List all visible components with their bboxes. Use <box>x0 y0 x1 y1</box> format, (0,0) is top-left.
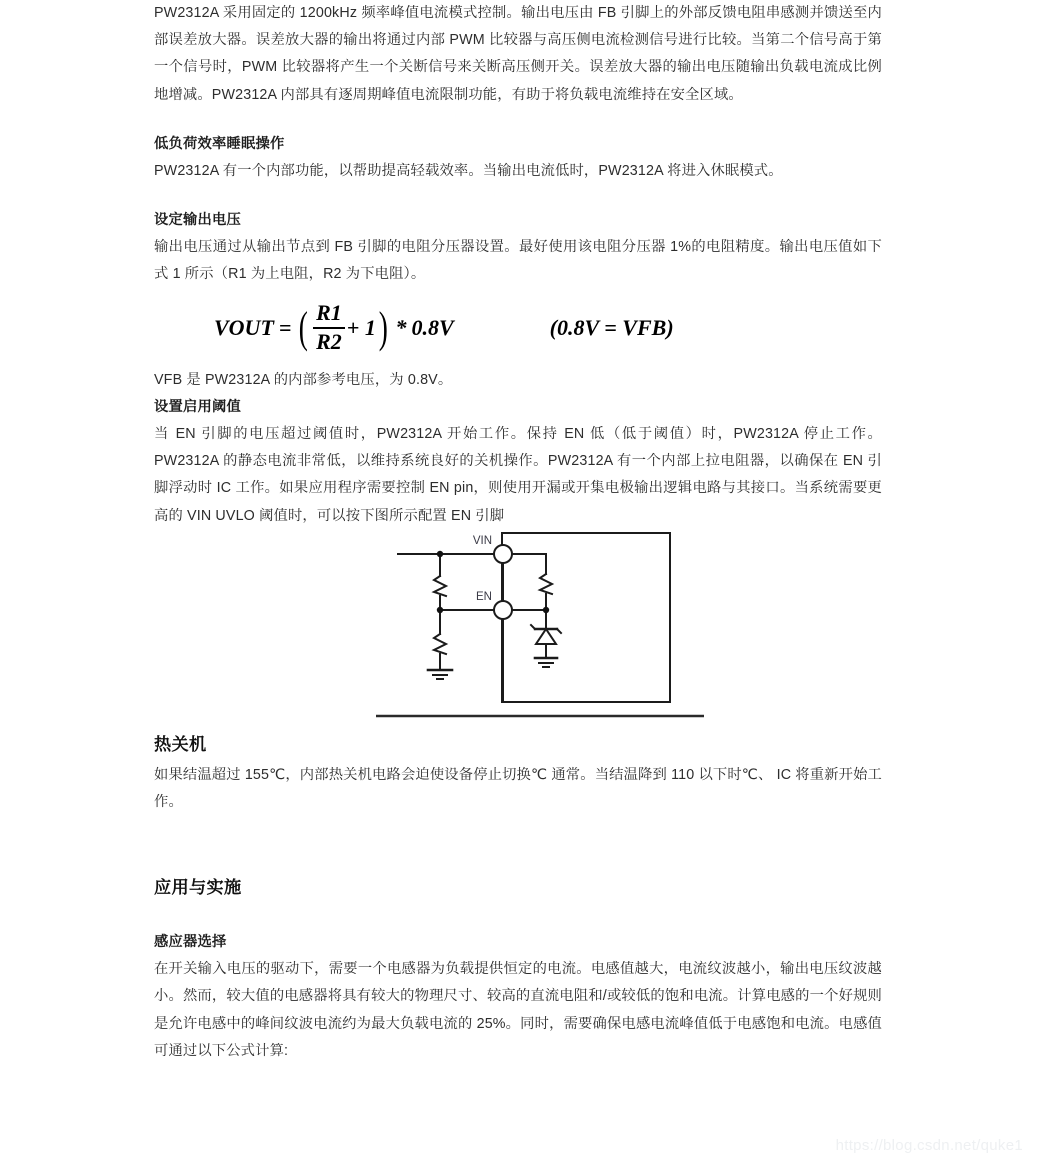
internal-zener-diode-tick-right <box>557 629 561 633</box>
en-configuration-schematic <box>154 530 882 730</box>
formula-caption: VFB 是 PW2312A 的内部参考电压，为 0.8V。 <box>154 371 453 388</box>
heading-sleep-mode: 低负荷效率睡眠操作 <box>154 135 285 152</box>
vout-formula <box>154 301 882 353</box>
vout-formula-expression <box>214 301 454 353</box>
csdn-watermark: https://blog.csdn.net/quke1 <box>835 1137 1023 1154</box>
internal-zener-diode-triangle <box>536 629 556 644</box>
external-upper-resistor <box>434 576 446 596</box>
vin-junction-dot <box>437 551 443 557</box>
paragraph-setting-output-voltage: 输出电压通过从输出节点到 FB 引脚的电阻分压器设置。最好使用该电阻分压器 1%的电阻精度。输出电压值如下式 1 所示（R1 为上电阻，R2 为下电阻）。 <box>154 239 882 283</box>
formula-rhs: 0.8V <box>411 314 454 340</box>
en-junction-dot <box>437 607 443 613</box>
internal-zener-diode-tick-left <box>531 625 535 629</box>
heading-setting-output-voltage: 设定输出电压 <box>154 212 241 229</box>
paragraph-inductor-selection: 在开关输入电压的驱动下，需要一个电感器为负载提供恒定的电流。电感值越大，电流纹波越小，输出电压纹波越小。然而，较大值的电感器将具有较大的物理尺寸、较高的直流电阻和/或较低的饱和电流。计算电感的一个好规则是允许电感中的峰间纹波电流约为最大负载电流的 25%。同时，需要确保电感电流峰值低于电感饱和电流。电感值可通过以下公式计算: <box>154 961 882 1059</box>
formula-numerator: R1 <box>316 300 342 326</box>
formula-lhs: VOUT <box>214 314 274 340</box>
heading-applications: 应用与实施 <box>154 877 242 898</box>
formula-plus-one: + 1 <box>346 314 376 340</box>
formula-open-paren: ( <box>299 302 309 352</box>
formula-denominator: R2 <box>316 328 342 354</box>
formula-note: (0.8V = VFB) <box>549 314 674 340</box>
heading-inductor-selection: 感应器选择 <box>154 934 227 951</box>
document-content <box>154 0 882 1065</box>
intro-paragraph: PW2312A 采用固定的 1200kHz 频率峰值电流模式控制。输出电压由 FB 引脚上的外部反馈电阻串感测并馈送至内部误差放大器。误差放大器的输出将通过内部 PWM 比较器与高压侧电流检测信号进行比较。当第二个信号高于第一个信号时，PWM 比较器将产生一个关断信号来关断高压侧开关。误差放大器的输出电压随输出负载电流成比例地增减。PW2312A 内部具有逐周期峰值电流限制功能，有助于将负载电流维持在安全区域。 <box>154 5 882 103</box>
vin-pin-circle <box>494 545 512 563</box>
heading-enable-threshold: 设置启用阈值 <box>154 399 241 415</box>
external-lower-resistor <box>434 634 446 654</box>
paragraph-thermal-shutdown: 如果结温超过 155℃，内部热关机电路会迫使设备停止切换℃ 通常。当结温降到 110 以下时℃、 IC 将重新开始工作。 <box>154 766 882 811</box>
internal-en-junction-dot <box>543 607 549 613</box>
paragraph-sleep-mode: PW2312A 有一个内部功能，以帮助提高轻载效率。当输出电流低时，PW2312A 将进入休眠模式。 <box>154 162 783 179</box>
vin-pin-label: VIN <box>472 534 492 547</box>
ic-boundary-box <box>502 533 670 702</box>
en-pin-label: EN <box>476 590 492 603</box>
formula-equals: = <box>278 314 292 340</box>
en-configuration-diagram <box>154 530 882 730</box>
formula-close-paren: ) <box>378 302 388 352</box>
internal-pullup-resistor <box>540 574 552 594</box>
heading-thermal-shutdown: 热关机 <box>154 733 207 754</box>
paragraph-enable-threshold: 当 EN 引脚的电压超过阈值时，PW2312A 开始工作。保持 EN 低（低于阈值）时，PW2312A 停止工作。PW2312A 的静态电流非常低，以维持系统良好的关机操作。PW2312A 有一个内部上拉电阻器，以确保在 EN 引脚浮动时 IC 工作。如果应用程序需要控制 EN pin，则使用开漏或开集电极输出逻辑电路与其接口。当系统需要更高的 VIN UVLO 阈值时，可以按下图所示配置 EN 引脚 <box>154 426 882 524</box>
formula-fraction <box>313 301 345 353</box>
en-pin-circle <box>494 601 512 619</box>
formula-multiply: * <box>395 314 407 340</box>
